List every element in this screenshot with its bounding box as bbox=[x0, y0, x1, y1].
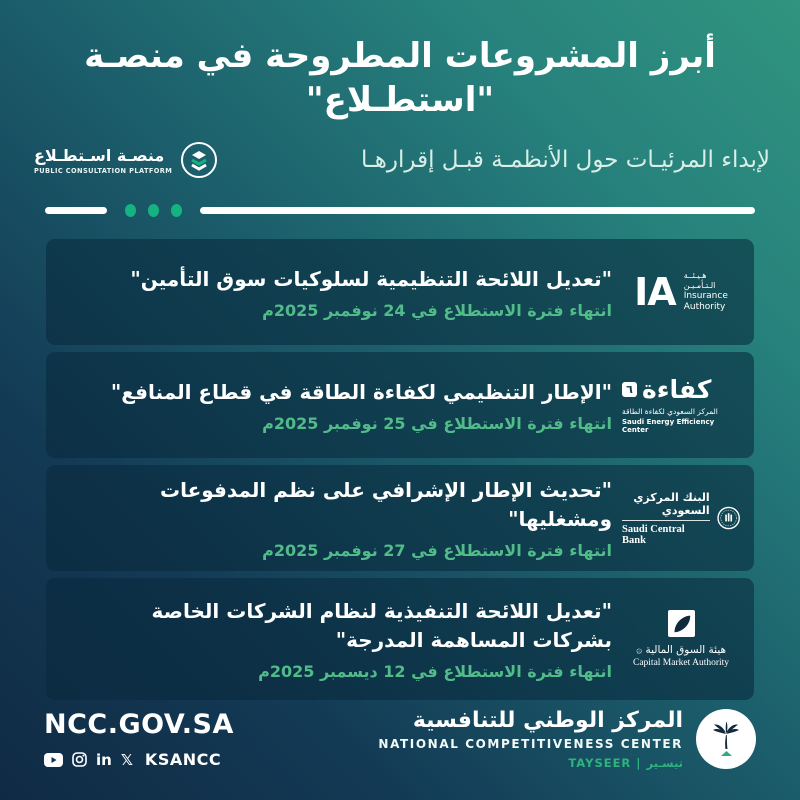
project-deadline: انتهاء فترة الاستطلاع في 25 نوفمبر 2025م bbox=[262, 413, 612, 433]
instagram-icon bbox=[72, 752, 87, 767]
project-title: "تعديل اللائحة التنظيمية لسلوكيات سوق التأمين" bbox=[130, 266, 612, 291]
website-url: NCC.GOV.SA bbox=[44, 709, 234, 740]
seec-name-english: Saudi Energy Efficiency Center bbox=[622, 417, 715, 434]
insurance-authority-logo bbox=[622, 271, 740, 314]
linkedin-icon: in bbox=[96, 750, 112, 769]
platform-chevrons-icon bbox=[181, 142, 217, 178]
footer bbox=[0, 708, 800, 770]
project-deadline: انتهاء فترة الاستطلاع في 24 نوفمبر 2025م bbox=[262, 300, 612, 320]
divider-bar-short bbox=[45, 207, 107, 214]
scb-divider bbox=[622, 520, 710, 521]
divider-bar-long bbox=[200, 207, 755, 214]
project-text bbox=[60, 597, 622, 681]
page-title: أبرز المشروعات المطروحة في منصـة "استطـلاع" bbox=[84, 36, 716, 121]
project-title: "تعديل اللائحة التنفيذية لنظام الشركات الخاصة بشركات المساهمة المدرجة" bbox=[151, 599, 612, 653]
divider bbox=[45, 204, 755, 217]
ncc-text bbox=[378, 708, 683, 770]
project-title: "الإطار التنظيمي لكفاءة الطاقة في قطاع المنافع" bbox=[110, 379, 612, 404]
x-icon: 𝕏 bbox=[120, 750, 133, 769]
project-deadline: انتهاء فترة الاستطلاع في 27 نوفمبر 2025م bbox=[262, 541, 612, 561]
scb-emblem-icon bbox=[717, 501, 740, 535]
page-subtitle: لإبداء المرئيـات حول الأنظمـة قبـل إقرارهـا bbox=[361, 147, 770, 174]
footer-left bbox=[44, 709, 234, 769]
divider-dots bbox=[125, 204, 182, 217]
youtube-icon bbox=[44, 753, 63, 767]
project-text bbox=[60, 265, 622, 320]
platform-logo bbox=[34, 142, 217, 178]
seec-wordmark: كفاءة bbox=[642, 374, 712, 404]
cma-name-arabic: هيئة السوق المالية ۞ bbox=[635, 644, 727, 657]
ncc-tagline: TAYSEER | تيسـير bbox=[568, 756, 683, 770]
ia-name-arabic-line2: الـتـأمـيـن bbox=[683, 281, 716, 291]
cma-leaf-icon bbox=[668, 610, 695, 637]
platform-name-arabic: منصـة اسـتطـلاع bbox=[34, 145, 165, 165]
header-row bbox=[0, 142, 800, 178]
ncc-name-english: NATIONAL COMPETITIVENESS CENTER bbox=[378, 737, 683, 751]
seec-logo bbox=[622, 374, 740, 434]
ia-abbr: IA bbox=[634, 270, 676, 315]
ncc-logo bbox=[378, 708, 756, 770]
project-text bbox=[60, 378, 622, 433]
saudi-central-bank-logo bbox=[622, 491, 740, 546]
ncc-name-arabic: المركز الوطني للتنافسية bbox=[412, 708, 683, 733]
project-card bbox=[46, 465, 754, 571]
project-card bbox=[46, 239, 754, 345]
palm-tree-icon bbox=[696, 709, 756, 769]
capital-market-authority-logo bbox=[622, 610, 740, 668]
divider-dot bbox=[125, 204, 136, 217]
divider-dot bbox=[171, 204, 182, 217]
divider-dot bbox=[148, 204, 159, 217]
ia-name-arabic-line1: هـيـئــة bbox=[683, 271, 707, 281]
header bbox=[0, 0, 800, 178]
platform-logo-text bbox=[34, 146, 172, 175]
project-title: "تحديث الإطار الإشرافي على نظم المدفوعات ومشغليها" bbox=[159, 478, 612, 532]
seec-name-arabic: المركز السعودي لكفاءة الطاقة bbox=[622, 406, 718, 416]
social-row bbox=[44, 750, 234, 769]
project-list bbox=[46, 239, 754, 700]
ia-name-english-line1: Insurance bbox=[683, 291, 728, 302]
cma-name-english: Capital Market Authority bbox=[632, 658, 730, 669]
ia-name-english-line2: Authority bbox=[683, 302, 726, 313]
project-card bbox=[46, 352, 754, 458]
scb-name-english: Saudi Central Bank bbox=[622, 523, 685, 546]
project-text bbox=[60, 476, 622, 560]
seec-mark-icon: ٦ bbox=[622, 382, 637, 397]
project-deadline: انتهاء فترة الاستطلاع في 12 ديسمبر 2025م bbox=[258, 662, 612, 682]
scb-name-arabic: البنك المركزي السعودي bbox=[633, 490, 710, 517]
social-handle: KSANCC bbox=[144, 750, 222, 769]
project-card bbox=[46, 578, 754, 700]
platform-name-english: PUBLIC CONSULTATION PLATFORM bbox=[34, 166, 173, 175]
